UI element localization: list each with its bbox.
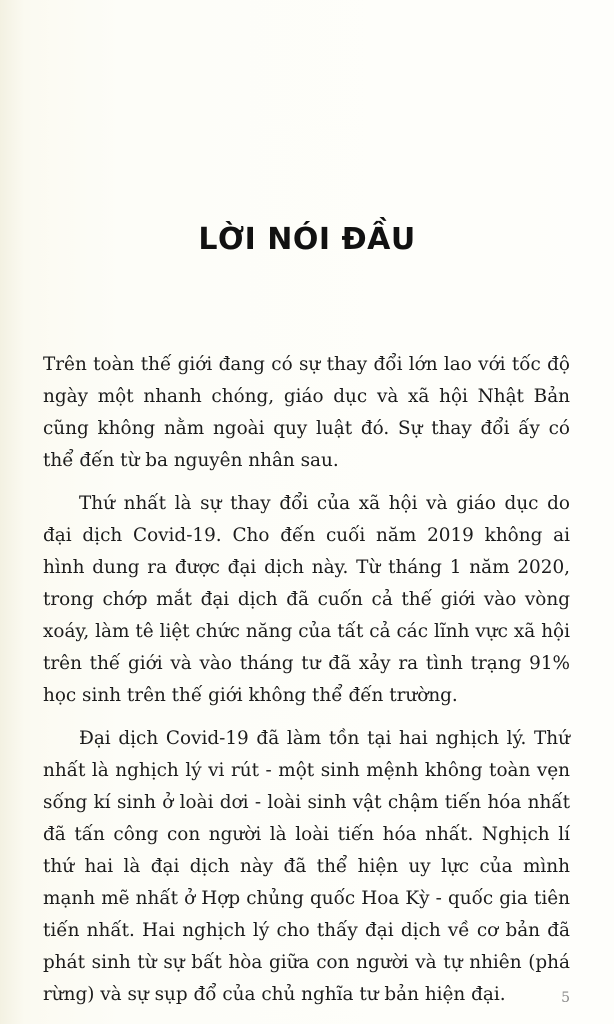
paragraph-1: Trên toàn thế giới đang có sự thay đổi lớn lao với tốc độ ngày một nhanh chóng, giáo dục và xã hội Nhật Bản cũng không nằm ngoài quy luật đó. Sự thay đổi ấy có thể đến từ ba nguyên nhân sau. <box>43 354 570 471</box>
body-text <box>43 349 570 1022</box>
paragraph-3: Đại dịch Covid-19 đã làm tồn tại hai nghịch lý. Thứ nhất là nghịch lý vi rút - một sinh mệnh không toàn vẹn sống kí sinh ở loài dơi - loài sinh vật chậm tiến hóa nhất đã tấn công con người là loài tiến hóa nhất. Nghịch lí thứ hai là đại dịch này đã thể hiện uy lực của mình mạnh mẽ nhất ở Hợp chủng quốc Hoa Kỳ - quốc gia tiên tiến nhất. Hai nghịch lý cho thấy đại dịch về cơ bản đã phát sinh từ sự bất hòa giữa con người và tự nhiên (phá rừng) và sự sụp đổ của chủ nghĩa tư bản hiện đại. <box>43 728 570 1005</box>
paragraph-2: Thứ nhất là sự thay đổi của xã hội và giáo dục do đại dịch Covid-19. Cho đến cuối năm 2019 không ai hình dung ra được đại dịch này. Từ tháng 1 năm 2020, trong chớp mắt đại dịch đã cuốn cả thế giới vào vòng xoáy, làm tê liệt chức năng của tất cả các lĩnh vực xã hội trên thế giới và vào tháng tư đã xảy ra tình trạng 91% học sinh trên thế giới không thể đến trường. <box>43 493 570 706</box>
chapter-heading: LỜI NÓI ĐẦU <box>198 222 416 257</box>
page-number: 5 <box>561 990 570 1006</box>
